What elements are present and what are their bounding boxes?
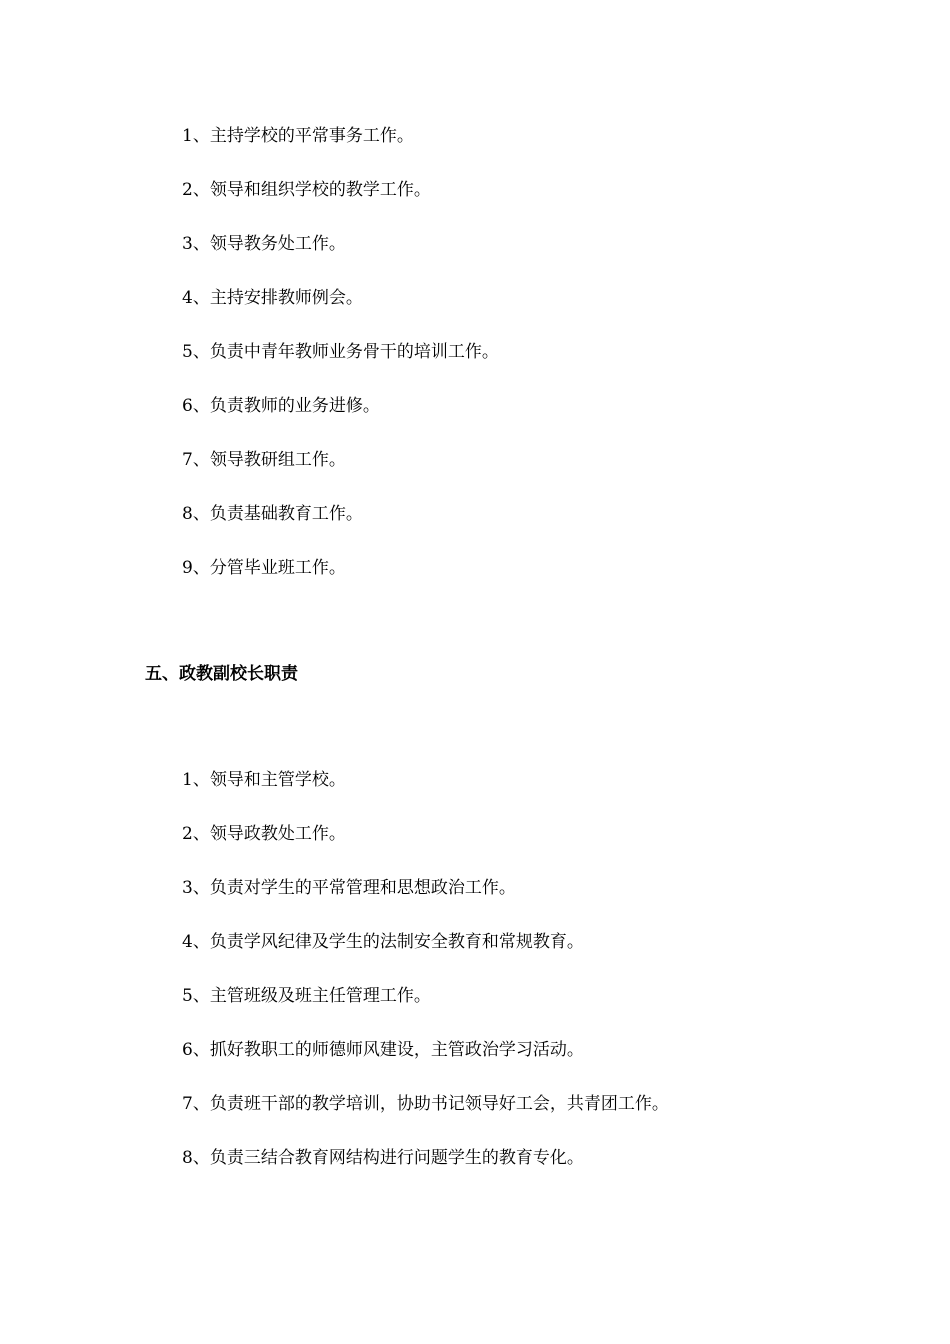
list-item: 4、负责学风纪律及学生的法制安全教育和常规教育。 — [182, 932, 584, 952]
list-item: 5、主管班级及班主任管理工作。 — [182, 986, 431, 1006]
list-item: 3、负责对学生的平常管理和思想政治工作。 — [182, 878, 516, 898]
section-heading: 五、政教副校长职责 — [145, 664, 298, 684]
list-item: 2、领导政教处工作。 — [182, 824, 346, 844]
duty-list-academic — [182, 126, 499, 612]
list-item: 6、负责教师的业务进修。 — [182, 396, 380, 416]
list-item: 7、负责班干部的教学培训，协助书记领导好工会，共青团工作。 — [182, 1094, 669, 1114]
list-item: 6、抓好教职工的师德师风建设，主管政治学习活动。 — [182, 1040, 584, 1060]
list-item: 7、领导教研组工作。 — [182, 450, 346, 470]
list-item: 9、分管毕业班工作。 — [182, 558, 346, 578]
list-item: 2、领导和组织学校的教学工作。 — [182, 180, 431, 200]
list-item: 4、主持安排教师例会。 — [182, 288, 363, 308]
list-item: 1、领导和主管学校。 — [182, 770, 346, 790]
list-item: 5、负责中青年教师业务骨干的培训工作。 — [182, 342, 499, 362]
list-item: 8、负责基础教育工作。 — [182, 504, 363, 524]
list-item: 3、领导教务处工作。 — [182, 234, 346, 254]
list-item: 1、主持学校的平常事务工作。 — [182, 126, 414, 146]
list-item: 8、负责三结合教育网结构进行问题学生的教育专化。 — [182, 1148, 584, 1168]
duty-list-political — [182, 770, 669, 1202]
